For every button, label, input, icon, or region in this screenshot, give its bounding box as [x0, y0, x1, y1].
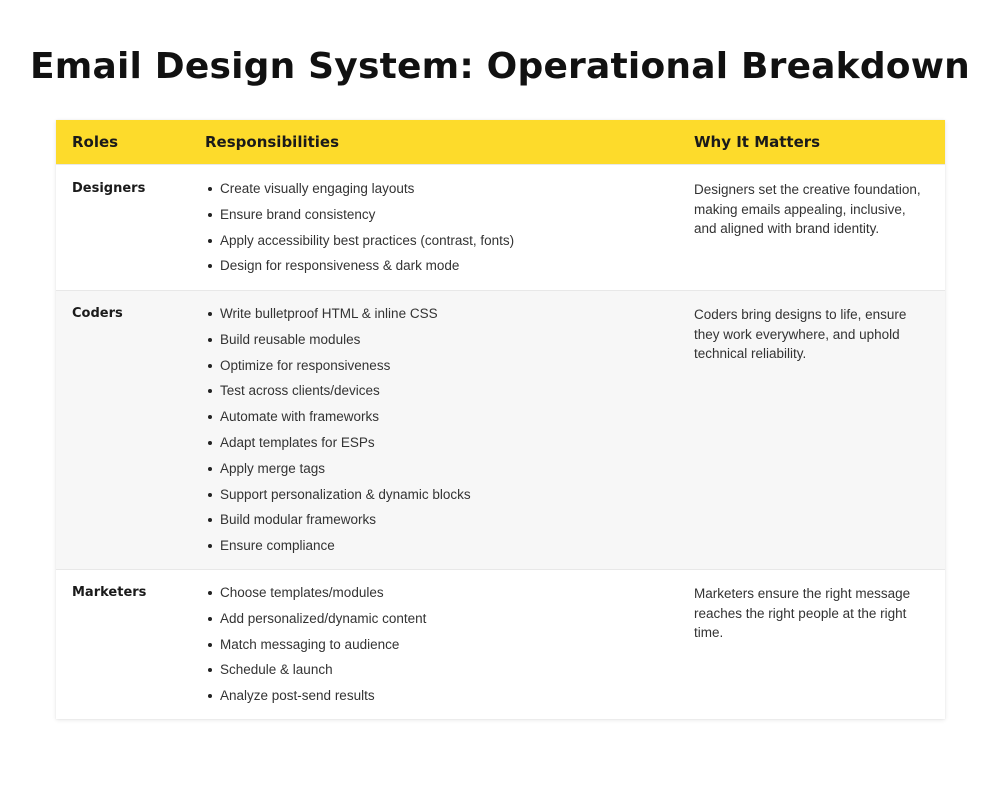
- responsibility-item: Optimize for responsiveness: [205, 357, 694, 375]
- responsibility-list: [205, 180, 694, 275]
- header-responsibilities: Responsibilities: [205, 133, 340, 151]
- breakdown-table: [56, 120, 945, 719]
- responsibility-item: Apply merge tags: [205, 460, 694, 478]
- table-header: [56, 120, 945, 164]
- role-name: Designers: [72, 181, 146, 196]
- role-name: Coders: [72, 306, 123, 321]
- responsibility-item: Test across clients/devices: [205, 382, 694, 400]
- table-row-coders: [56, 290, 945, 569]
- responsibility-item: Match messaging to audience: [205, 636, 694, 654]
- responsibility-item: Build modular frameworks: [205, 511, 694, 529]
- header-why-it-matters: Why It Matters: [694, 133, 821, 151]
- responsibility-item: Analyze post-send results: [205, 687, 694, 705]
- responsibility-item: Design for responsiveness & dark mode: [205, 257, 694, 275]
- responsibility-item: Automate with frameworks: [205, 408, 694, 426]
- page-title: Email Design System: Operational Breakdown: [29, 46, 971, 87]
- responsibility-item: Adapt templates for ESPs: [205, 434, 694, 452]
- why-it-matters-text: Designers set the creative foundation, making emails appealing, inclusive, and aligned with brand identity.: [694, 182, 921, 236]
- responsibility-list: [205, 305, 694, 555]
- table-row-marketers: [56, 569, 945, 719]
- why-it-matters-text: Marketers ensure the right message reaches the right people at the right time.: [694, 586, 911, 640]
- responsibility-item: Apply accessibility best practices (contrast, fonts): [205, 232, 694, 250]
- responsibility-item: Choose templates/modules: [205, 584, 694, 602]
- header-roles: Roles: [72, 133, 119, 151]
- responsibility-item: Ensure compliance: [205, 537, 694, 555]
- responsibility-item: Support personalization & dynamic blocks: [205, 486, 694, 504]
- responsibility-item: Create visually engaging layouts: [205, 180, 694, 198]
- responsibility-item: Schedule & launch: [205, 661, 694, 679]
- responsibility-item: Ensure brand consistency: [205, 206, 694, 224]
- table-row-designers: [56, 164, 945, 290]
- why-it-matters-text: Coders bring designs to life, ensure they work everywhere, and uphold technical reliability.: [694, 307, 907, 361]
- responsibility-item: Build reusable modules: [205, 331, 694, 349]
- responsibility-item: Add personalized/dynamic content: [205, 610, 694, 628]
- responsibility-item: Write bulletproof HTML & inline CSS: [205, 305, 694, 323]
- responsibility-list: [205, 584, 694, 705]
- role-name: Marketers: [72, 585, 147, 600]
